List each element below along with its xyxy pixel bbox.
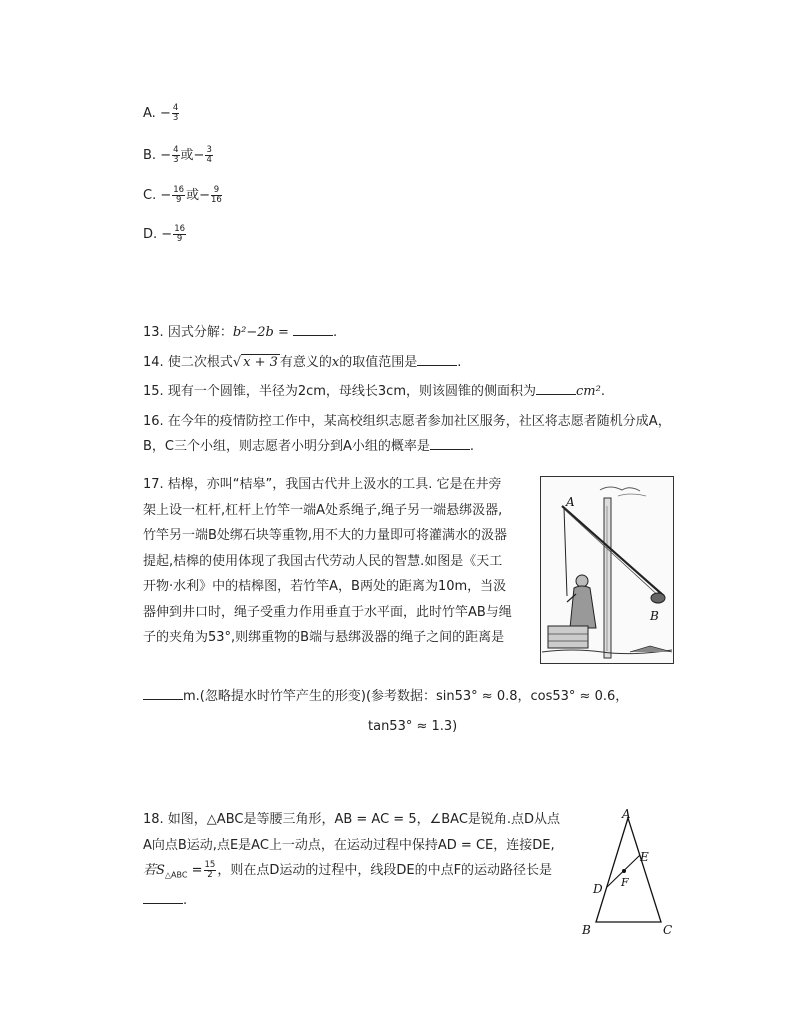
question-15: 15. 现有一个圆锥，半径为2cm，母线长3cm，则该圆锥的侧面积为 cm².	[143, 384, 605, 399]
question-18: 18. 如图，△ABC是等腰三角形，AB = AC = 5，∠BAC是锐角.点D从点 A向点B运动,点E是AC上一动点，在运动过程中保持AD = CE，连接DE, 若$S_{\triangle ABC}$ = $\frac{15}{2}$ ，则在点D运动的过程中，线段DE的中点F的运动路径长是 .	[143, 807, 583, 914]
option-c-connector: 或	[186, 188, 200, 203]
fig18-label-b: B	[582, 923, 591, 937]
triangle-figure	[578, 808, 678, 938]
fig18-label-d: D	[593, 882, 603, 896]
option-a-fraction: $\frac{4}{3}$	[172, 103, 179, 123]
option-b-fraction-1: $\frac{4}{3}$	[173, 145, 179, 165]
option-b-letter: B.	[143, 148, 157, 163]
q18-answer-blank[interactable]	[143, 891, 183, 904]
q17-line: 子的夹角为53°,则绑重物的B端与悬绑汲器的绳子之间的距离是	[143, 630, 505, 645]
q17-line: 竹竿另一端B处绑石块等重物,用不大的力量即可将灌满水的汲器	[143, 528, 508, 543]
q16-line-2: B，C三个小组，则志愿者小明分到A小组的概率是	[143, 439, 430, 454]
q18-line-2: A向点B运动,点E是AC上一动点，在运动过程中保持AD = CE，连接DE,	[143, 837, 555, 853]
option-d-letter: D.	[143, 227, 158, 242]
q17-line: 器伸到井口时，绳子受重力作用垂直于水平面，此时竹竿AB与绳	[143, 604, 512, 620]
fig18-label-f: F	[621, 876, 629, 889]
question-16: 16. 在今年的疫情防控工作中，某高校组织志愿者参加社区服务，社区将志愿者随机分成A， B，C三个小组，则志愿者小明分到A小组的概率是 .	[143, 414, 671, 454]
q17-last-line: m.(忽略提水时竹竿产生的形变)(参考数据：sin53° ≈ 0.8，cos53° ≈ 0.6，	[143, 687, 628, 707]
q17-tail-line: tan53° ≈ 1.3)	[368, 719, 458, 734]
well-sweep-illustration	[540, 476, 674, 664]
question-17	[143, 472, 533, 651]
fig18-label-c: C	[663, 923, 673, 937]
option-a	[143, 104, 180, 123]
q17-answer-blank[interactable]	[143, 687, 183, 700]
option-a-sign: −	[159, 106, 171, 121]
q18-line-3: 若$S_{\triangle ABC}$ = $\frac{15}{2}$ ，则在点D运动的过程中，线段DE的中点F的运动路径长是	[143, 860, 553, 880]
q16-answer-blank[interactable]	[430, 437, 470, 450]
option-a-letter: A.	[143, 106, 156, 121]
option-d: D. − $\frac{16}{9}$	[143, 224, 186, 244]
q16-line-1: 16. 在今年的疫情防控工作中，某高校组织志愿者参加社区服务，社区将志愿者随机分成A，	[143, 414, 671, 429]
q18-area-fraction: $\frac{15}{2}$	[204, 860, 216, 880]
option-c-fraction-1: $\frac{16}{9}$	[173, 185, 185, 205]
fig17-label-b: B	[650, 609, 659, 623]
option-d-fraction: $\frac{16}{9}$	[174, 224, 186, 244]
fig18-label-a: A	[622, 808, 631, 821]
q14-radicand: x + 3	[243, 355, 278, 370]
q17-line: 提起,桔槔的使用体现了我国古代劳动人民的智慧.如图是《天工	[143, 553, 503, 569]
q13-answer-blank[interactable]	[293, 323, 333, 336]
option-b: B. − $\frac{4}{3}$ 或− $\frac{3}{4}$	[143, 145, 212, 165]
q15-answer-blank[interactable]	[536, 382, 576, 395]
option-c: C. − $\frac{16}{9}$ 或− $\frac{9}{16}$	[143, 185, 222, 205]
option-b-fraction-2: $\frac{3}{4}$	[206, 145, 212, 165]
q18-line-1: 18. 如图，△ABC是等腰三角形，AB = AC = 5，∠BAC是锐角.点D从点	[143, 812, 561, 827]
option-b-connector: 或	[180, 148, 194, 163]
q17-line: 开物·水利》中的桔槔图，若竹竿A，B两处的距离为10m，当汲	[143, 579, 507, 594]
q13-expression: b²−2b =	[232, 325, 289, 340]
fig18-label-e: E	[640, 850, 649, 864]
q17-line: 17. 桔槔，亦叫“桔皋”，我国古代井上汲水的工具. 它是在井旁	[143, 477, 502, 492]
q14-answer-blank[interactable]	[417, 353, 457, 366]
fig17-label-a: A	[566, 495, 575, 509]
question-13: 13. 因式分解：b²−2b = .	[143, 325, 338, 340]
option-c-fraction-2: $\frac{9}{16}$	[211, 185, 222, 205]
option-c-letter: C.	[143, 188, 157, 203]
q17-line: 架上设一杠杆,杠杆上竹竿一端A处系绳子,绳子另一端悬绑汲器,	[143, 502, 503, 518]
question-14: 14. 使二次根式√ x + 3 有意义的x的取值范围是 .	[143, 355, 462, 370]
